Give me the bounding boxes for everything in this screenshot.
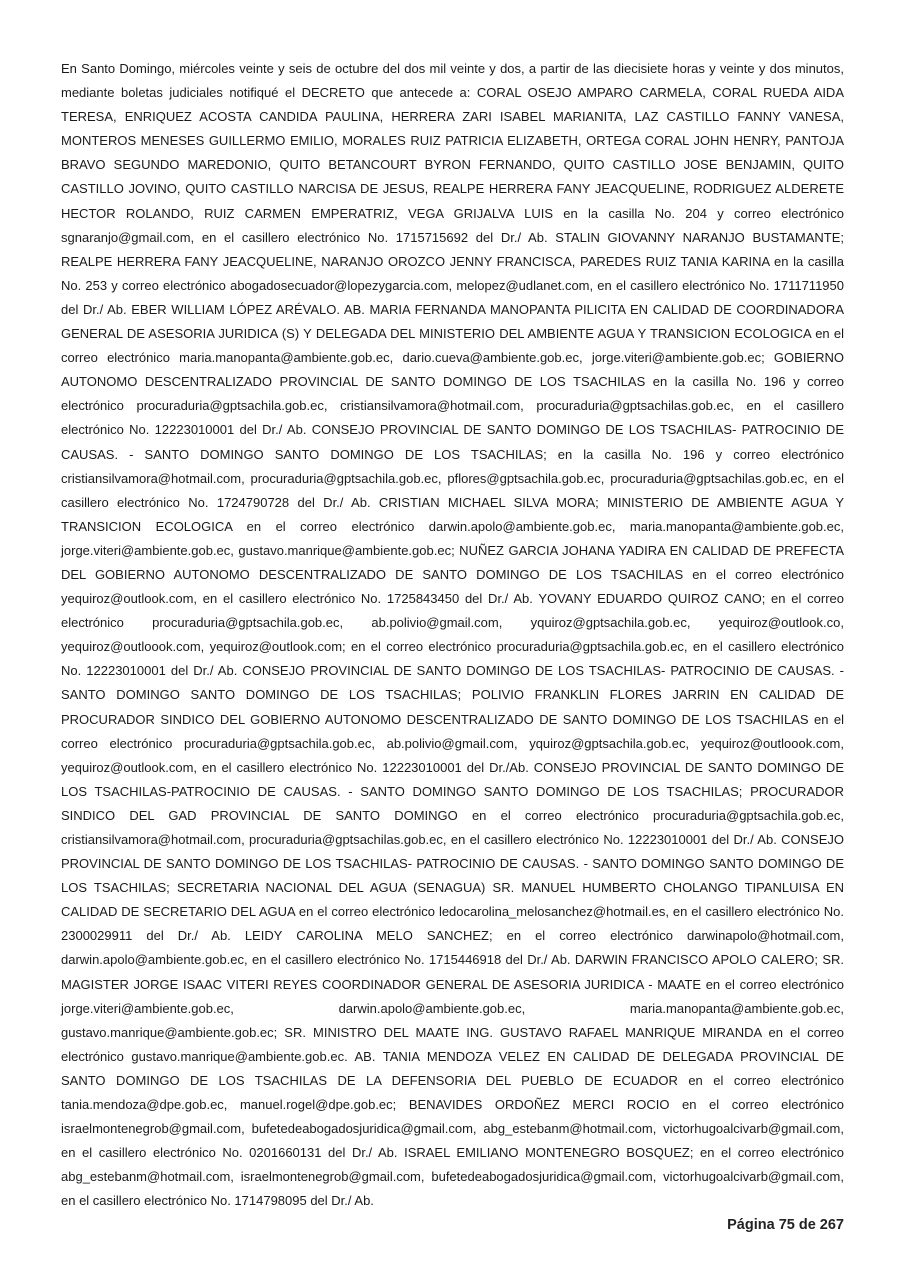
page-number: Página 75 de 267 — [727, 1217, 844, 1233]
document-page — [61, 57, 844, 1214]
notification-paragraph: En Santo Domingo, miércoles veinte y seis de octubre del dos mil veinte y dos, a partir de las diecisiete horas y veinte y dos minutos, mediante boletas judiciales notifiqué el DECRETO que antecede a: CORAL OSEJO AMPARO CARMELA, CORAL RUEDA AIDA TERESA, ENRIQUEZ ACOSTA CANDIDA PAULINA, HERRERA ZARI ISABEL MARIANITA, LAZ CASTILLO FANNY VANESA, MONTEROS MENESES GUILLERMO EMILIO, MORALES RUIZ PATRICIA ELIZABETH, ORTEGA CORAL JOHN HENRY, PANTOJA BRAVO SEGUNDO MAREDONIO, QUITO BETANCOURT BYRON FERNANDO, QUITO CASTILLO JOSE BENJAMIN, QUITO CASTILLO JOVINO, QUITO CASTILLO NARCISA DE JESUS, REALPE HERRERA FANY JEACQUELINE, RODRIGUEZ ALDERETE HECTOR ROLANDO, RUIZ CARMEN EMPERATRIZ, VEGA GRIJALVA LUIS en la casilla No. 204 y correo electrónico sgnaranjo@gmail.com, en el casillero electrónico No. 1715715692 del Dr./ Ab. STALIN GIOVANNY NARANJO BUSTAMANTE; REALPE HERRERA FANY JEACQUELINE, NARANJO OROZCO JENNY FRANCISCA, PAREDES RUIZ TANIA KARINA en la casilla No. 253 y correo electrónico abogadosecuador@lopezygarcia.com, melopez@udlanet.com, en el casillero electrónico No. 1711711950 del Dr./ Ab. EBER WILLIAM LÓPEZ ARÉVALO. AB. MARIA FERNANDA MANOPANTA PILICITA EN CALIDAD DE COORDINADORA GENERAL DE ASESORIA JURIDICA (S) Y DELEGADA DEL MINISTERIO DEL AMBIENTE AGUA Y TRANSICION ECOLOGICA en el correo electrónico maria.manopanta@ambiente.gob.ec, dario.cueva@ambiente.gob.ec, jorge.viteri@ambiente.gob.ec; GOBIERNO AUTONOMO DESCENTRALIZADO PROVINCIAL DE SANTO DOMINGO DE LOS TSACHILAS en la casilla No. 196 y correo electrónico procuraduria@gptsachila.gob.ec, cristiansilvamora@hotmail.com, procuraduria@gptsachilas.gob.ec, en el casillero electrónico No. 12223010001 del Dr./ Ab. CONSEJO PROVINCIAL DE SANTO DOMINGO DE LOS TSACHILAS- PATROCINIO DE CAUSAS. - SANTO DOMINGO SANTO DOMINGO DE LOS TSACHILAS; en la casilla No. 196 y correo electrónico cristiansilvamora@hotmail.com, procuraduria@gptsachila.gob.ec, pflores@gptsachila.gob.ec, procuraduria@gptsachilas.gob.ec, en el casillero electrónico No. 1724790728 del Dr./ Ab. CRISTIAN MICHAEL SILVA MORA; MINISTERIO DE AMBIENTE AGUA Y TRANSICION ECOLOGICA en el correo electrónico darwin.apolo@ambiente.gob.ec, maria.manopanta@ambiente.gob.ec, jorge.viteri@ambiente.gob.ec, gustavo.manrique@ambiente.gob.ec; NUÑEZ GARCIA JOHANA YADIRA EN CALIDAD DE PREFECTA DEL GOBIERNO AUTONOMO DESCENTRALIZADO DE SANTO DOMINGO DE LOS TSACHILAS en el correo electrónico yequiroz@outlook.com, en el casillero electrónico No. 1725843450 del Dr./ Ab. YOVANY EDUARDO QUIROZ CANO; en el correo electrónico procuraduria@gptsachila.gob.ec, ab.polivio@gmail.com, yquiroz@gptsachila.gob.ec, yequiroz@outlook.co, yequiroz@outloook.com, yequiroz@outlook.com; en el correo electrónico procuraduria@gptsachila.gob.ec, en el casillero electrónico No. 12223010001 del Dr./ Ab. CONSEJO PROVINCIAL DE SANTO DOMINGO DE LOS TSACHILAS- PATROCINIO DE CAUSAS. - SANTO DOMINGO SANTO DOMINGO DE LOS TSACHILAS; POLIVIO FRANKLIN FLORES JARRIN EN CALIDAD DE PROCURADOR SINDICO DEL GOBIERNO AUTONOMO DESCENTRALIZADO DE SANTO DOMINGO DE LOS TSACHILAS en el correo electrónico procuraduria@gptsachila.gob.ec, ab.polivio@gmail.com, yquiroz@gptsachila.gob.ec, yequiroz@outloook.com, yequiroz@outlook.com, en el casillero electrónico No. 12223010001 del Dr./Ab. CONSEJO PROVINCIAL DE SANTO DOMINGO DE LOS TSACHILAS-PATROCINIO DE CAUSAS. - SANTO DOMINGO SANTO DOMINGO DE LOS TSACHILAS; PROCURADOR SINDICO DEL GAD PROVINCIAL DE SANTO DOMINGO en el correo electrónico procuraduria@gptsachila.gob.ec, cristiansilvamora@hotmail.com, procuraduria@gptsachilas.gob.ec, en el casillero electrónico No. 12223010001 del Dr./ Ab. CONSEJO PROVINCIAL DE SANTO DOMINGO DE LOS TSACHILAS- PATROCINIO DE CAUSAS. - SANTO DOMINGO SANTO DOMINGO DE LOS TSACHILAS; SECRETARIA NACIONAL DEL AGUA (SENAGUA) SR. MANUEL HUMBERTO CHOLANGO TIPANLUISA EN CALIDAD DE SECRETARIO DEL AGUA en el correo electrónico ledocarolina_melosanchez@hotmail.es, en el casillero electrónico No. 2300029911 del Dr./ Ab. LEIDY CAROLINA MELO SANCHEZ; en el correo electrónico darwinapolo@hotmail.com, darwin.apolo@ambiente.gob.ec, en el casillero electrónico No. 1715446918 del Dr./ Ab. DARWIN FRANCISCO APOLO CALERO; SR. MAGISTER JORGE ISAAC VITERI REYES COORDINADOR GENERAL DE ASESORIA JURIDICA - MAATE en el correo electrónico jorge.viteri@ambiente.gob.ec, darwin.apolo@ambiente.gob.ec, maria.manopanta@ambiente.gob.ec, gustavo.manrique@ambiente.gob.ec; SR. MINISTRO DEL MAATE ING. GUSTAVO RAFAEL MANRIQUE MIRANDA en el correo electrónico gustavo.manrique@ambiente.gob.ec. AB. TANIA MENDOZA VELEZ EN CALIDAD DE DELEGADA PROVINCIAL DE SANTO DOMINGO DE LOS TSACHILAS DE LA DEFENSORIA DEL PUEBLO DE ECUADOR en el correo electrónico tania.mendoza@dpe.gob.ec, manuel.rogel@dpe.gob.ec; BENAVIDES ORDOÑEZ MERCI ROCIO en el correo electrónico israelmontenegrob@gmail.com, bufetedeabogadosjuridica@gmail.com, abg_estebanm@hotmail.com, victorhugoalcivarb@gmail.com, en el casillero electrónico No. 0201660131 del Dr./ Ab. ISRAEL EMILIANO MONTENEGRO BOSQUEZ; en el correo electrónico abg_estebanm@hotmail.com, israelmontenegrob@gmail.com, bufetedeabogadosjuridica@gmail.com, victorhugoalcivarb@gmail.com, en el casillero electrónico No. 1714798095 del Dr./ Ab. — [61, 61, 844, 1209]
